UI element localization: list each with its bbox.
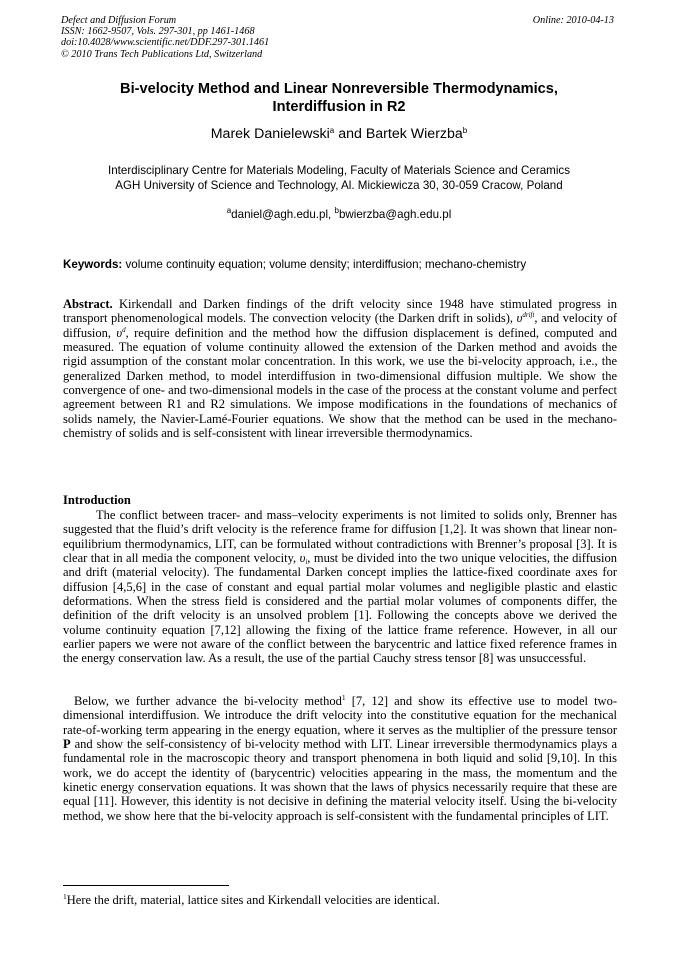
email-mark: b (334, 206, 339, 215)
author-list (61, 126, 617, 142)
paragraph-text: Below, we further advance the bi-velocity method (74, 694, 342, 708)
pressure-tensor-symbol: P (63, 737, 71, 752)
paragraph-text: and show the self-consistency of bi-velocity method with LIT. Linear irreversible thermodynamics plays a fundamental role in the macroscopic theory and transport phenomena in both liquid and solid [9,10]. In this work, we do accept the identity of (barycentric) velocities appearing in the mass, the momentum and the kinetic energy conservation equations. It was shown that the laws of physics necessarily require that these are equal [11]. However, this identity is not decisive in defining the material velocity itself. Using the bi-velocity method, we show here that the bi-velocity approach is self-consistent with the fundamental principles of LIT. (63, 737, 617, 823)
doi-line: doi:10.4028/www.scientific.net/DDF.297-301.1461 (61, 37, 270, 49)
keywords (63, 258, 619, 272)
author-joiner: and (334, 126, 366, 142)
author-name: Bartek Wierzba (365, 126, 463, 142)
affiliation-line-1: Interdisciplinary Centre for Materials Modeling, Faculty of Materials Science and Ceramics (107, 164, 570, 177)
affiliation-line-2: AGH University of Science and Technology, Al. Mickiewicza 30, 30-059 Cracow, Poland (115, 178, 563, 192)
email-list (61, 208, 617, 222)
email-mark: a (226, 206, 232, 215)
paragraph-text: , must be divided into the two unique velocities, the diffusion and drift (material velocity). The fundamental Darken concept implies the lattice-fixed coordinate axes for diffusion [4,5,6] in the case of constant and equal partial molar volumes and negligible plastic and elastic deformations. When the stress field is considered and the partial molar volumes of components differ, the definition of the drift velocity is an unsolved problem [1]. Following the concepts above we derived the volume continuity equation [7,12] allowing the fixing of the lattice frame reference. However, in all our earlier papers we were not aware of the conflict between the barycentric and lattice fixed reference frames in the energy conservation law. As a result, the use of the partial Cauchy stress tensor [8] was unsuccessful. (63, 551, 617, 666)
online-date: Online: 2010-04-13 (532, 15, 614, 26)
journal-header (61, 15, 269, 60)
email-link[interactable]: daniel@agh.edu.pl (231, 208, 329, 221)
abstract-text: , require definition and the method how the diffusion displacement is defined, computed and measured. The equation of volume continuity allowed the extension of the Darken method and avoids the rigid assumption of the constant molar concentration. In this work, we use the bi-velocity approach, i.e., the generalized Darken method, to model interdiffusion in two-dimensional diffusion multiple. We show the convergence of one- and two-dimensional models in the case of the process at the constant volume and perfect agreement between R1 and R2 simulations. We impose modifications in the foundations of mechanics of solids namely, the Navier-Lamé-Fourier equations. We show that the method can be used in the mechano-chemistry of solids and is self-consistent with linear irreversible thermodynamics. (63, 325, 617, 441)
keywords-text: volume continuity equation; volume density; interdiffusion; mechano-chemistry (122, 258, 527, 271)
paragraph-text: [7, 12] and show its effective use to model two-dimensional interdiffusion. We introduce the drift velocity into the constitutive equation for the mechanical rate-of-working term appearing in the energy equation, where it serves as the multiplier of the pressure tensor (63, 694, 617, 737)
author-mark: a (329, 126, 335, 135)
symbol-subscript: i (305, 558, 308, 567)
email-link[interactable]: bwierzba@agh.edu.pl (338, 208, 452, 221)
drift-velocity-symbol (517, 311, 535, 325)
abstract (63, 297, 617, 440)
issn-line: ISSN: 1662-9507, Vols. 297-301, pp 1461-1468 (61, 26, 255, 38)
paragraph-text: The conflict between tracer- and mass–velocity experiments is not limited to solids only, Brenner has suggested that the fluid’s drift velocity is the reference frame for diffusion [1,2]. It was shown that linear non-equilibrium thermodynamics, LIT, can be formulated without contradictions with Brenner’s proposal [3]. It is clear that in all media the component velocity, (63, 508, 617, 566)
email-separator: , (328, 208, 335, 221)
diffusion-velocity-symbol (116, 326, 125, 340)
symbol-base: υ (299, 551, 306, 566)
symbol-superscript: d (122, 325, 126, 334)
title-line-2: Interdiffusion in R2 (272, 98, 406, 115)
journal-name: Defect and Diffusion Forum (61, 15, 177, 26)
abstract-text: Kirkendall and Darken findings of the drift velocity since 1948 have stimulated progress in transport phenomenological models. The convection velocity (the Darken drift in solids), (63, 297, 617, 326)
footnote (63, 893, 440, 907)
keywords-label: Keywords: (63, 258, 123, 271)
author-mark: b (462, 126, 468, 135)
section-heading-introduction: Introduction (63, 493, 131, 507)
footnote-reference[interactable]: 1 (341, 693, 346, 702)
symbol-base: υ (516, 311, 523, 326)
paper-title (61, 81, 617, 116)
affiliation (61, 164, 617, 193)
symbol-superscript: drift (522, 311, 535, 320)
abstract-text: , and velocity of diffusion, (63, 311, 617, 340)
introduction-paragraph-2 (63, 694, 617, 823)
footnote-mark: 1 (63, 892, 67, 901)
symbol-base: υ (116, 325, 123, 340)
introduction-paragraph-1 (63, 508, 617, 666)
footnote-divider (63, 885, 229, 886)
footnote-text: Here the drift, material, lattice sites and Kirkendall velocities are identical. (66, 893, 440, 907)
title-line-1: Bi-velocity Method and Linear Nonreversible Thermodynamics, (120, 81, 558, 97)
author-name: Marek Danielewski (210, 126, 330, 142)
abstract-label: Abstract. (63, 297, 113, 311)
copyright-line: © 2010 Trans Tech Publications Ltd, Switzerland (61, 48, 263, 60)
